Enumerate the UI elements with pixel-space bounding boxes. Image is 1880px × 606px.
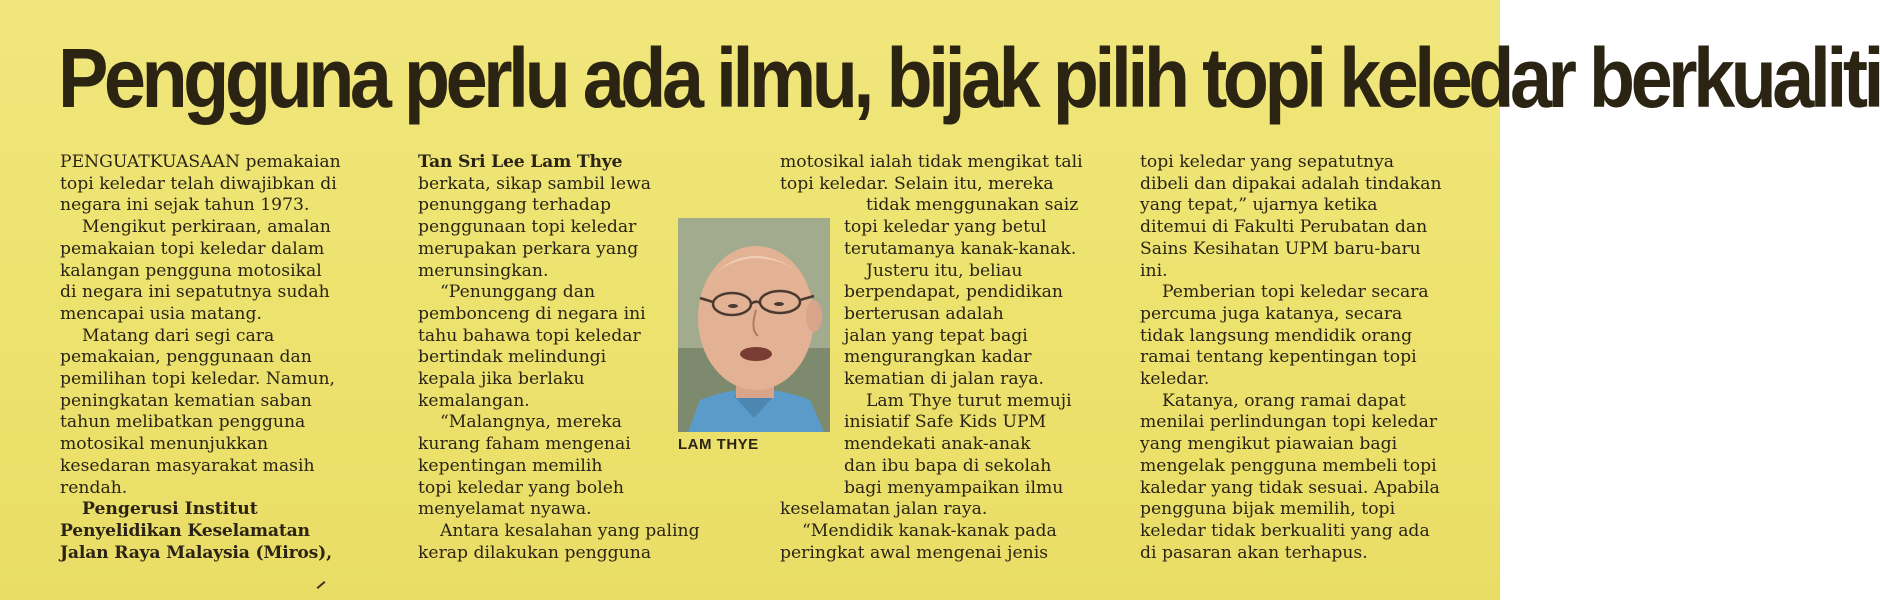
article-line: kematian di jalan raya. [844,369,1045,390]
article-line: dibeli dan dipakai adalah tindakan [1140,173,1442,194]
article-column-2 [418,152,700,564]
article-line: topi keledar yang boleh [418,477,624,498]
article-line: jalan yang tepat bagi [844,325,1028,346]
article-line: terutamanya kanak-kanak. [844,238,1077,259]
article-line: Pemberian topi keledar secara [1162,282,1429,303]
article-line: berpendapat, pendidikan [844,282,1063,303]
article-line: keselamatan jalan raya. [780,499,988,520]
article-line: pembonceng di negara ini [418,303,646,324]
article-line: mengelak pengguna membeli topi [1140,455,1437,476]
article-line: dan ibu bapa di sekolah [844,455,1052,476]
article-line: Lam Thye turut memuji [866,390,1072,411]
article-line: menyelamat nyawa. [418,499,592,520]
article-line: topi keledar telah diwajibkan di [60,173,337,194]
article-line: tahu bahawa topi keledar [418,325,641,346]
article-line: Matang dari segi cara [82,325,275,346]
article-column-3 [780,152,1120,564]
print-mark [317,581,326,589]
article-line: ramai tentang kepentingan topi [1140,347,1417,368]
article-line: peningkatan kematian saban [60,390,312,411]
article-line: berkata, sikap sambil lewa [418,173,652,194]
article-line: berterusan adalah [844,303,1004,324]
headline: Pengguna perlu ada ilmu, bijak pilih topi keledar berkualiti [58,31,1880,125]
article-line: ini. [1140,260,1168,281]
portrait-illustration [678,218,830,432]
article-line: bertindak melindungi [418,347,607,368]
article-line: tidak langsung mendidik orang [1140,325,1413,346]
article-line: topi keledar yang sepatutnya [1140,152,1395,172]
article-line: pengguna bijak memilih, topi [1140,499,1396,520]
article-line: kemalangan. [418,390,530,411]
article-line: tahun melibatkan pengguna [60,412,306,433]
article-line: merunsingkan. [418,260,549,281]
article-line: pemakaian topi keledar dalam [60,238,325,259]
article-line: penunggang terhadap [418,195,612,216]
article-line-bold: Jalan Raya Malaysia (Miros), [60,542,332,563]
article-column-4 [1140,152,1470,564]
article-line: “Penunggang dan [440,282,596,303]
article-line: Katanya, orang ramai dapat [1162,390,1406,411]
article-line: Antara kesalahan yang paling [440,520,700,541]
article-line: pemilihan topi keledar. Namun, [60,369,335,390]
article-line: motosikal menunjukkan [60,434,269,455]
article-line: mengurangkan kadar [844,347,1032,368]
article-line: di pasaran akan terhapus. [1140,542,1368,563]
article-line-bold: Pengerusi Institut [82,499,258,520]
article-line: keledar tidak berkualiti yang ada [1140,520,1430,541]
article-line: kaledar yang tidak sesuai. Apabila [1140,477,1440,498]
portrait-photo [678,218,830,432]
article-line: keledar. [1140,369,1210,390]
article-line: percuma juga katanya, secara [1140,303,1403,324]
article-line: yang mengikut piawaian bagi [1140,434,1398,455]
article-line: penggunaan topi keledar [418,217,637,238]
article-line: “Malangnya, mereka [440,412,622,433]
article-line: merupakan perkara yang [418,238,639,259]
article-line: kepala jika berlaku [418,369,585,390]
article-column-1 [60,152,390,564]
article-line: Mengikut perkiraan, amalan [82,217,331,238]
article-line: kepentingan memilih [418,455,603,476]
article-line: menilai perlindungan topi keledar [1140,412,1438,433]
article-line: motosikal ialah tidak mengikat tali [780,152,1083,172]
article-line-bold: Tan Sri Lee Lam Thye [418,152,623,172]
article-line: topi keledar yang betul [844,217,1047,238]
article-line: kesedaran masyarakat masih [60,455,315,476]
article-line: Justeru itu, beliau [866,260,1023,281]
photo-caption: LAM THYE [678,436,759,453]
article-line: Sains Kesihatan UPM baru-baru [1140,238,1421,259]
article-line: bagi menyampaikan ilmu [844,477,1064,498]
article-line: pemakaian, penggunaan dan [60,347,312,368]
article-line: negara ini sejak tahun 1973. [60,195,310,216]
article-line: topi keledar. Selain itu, mereka [780,173,1054,194]
article-line: peringkat awal mengenai jenis [780,542,1049,563]
article-line: mendekati anak-anak [844,434,1031,455]
article-line: tidak menggunakan saiz [866,195,1079,216]
article-line: mencapai usia matang. [60,303,262,324]
article-line: PENGUATKUASAAN pemakaian [60,152,341,172]
article-line: “Mendidik kanak-kanak pada [802,520,1057,541]
article-line: di negara ini sepatutnya sudah [60,282,330,303]
article-line: inisiatif Safe Kids UPM [844,412,1047,433]
article-line: kalangan pengguna motosikal [60,260,322,281]
article-line: yang tepat,” ujarnya ketika [1140,195,1378,216]
article-line-bold: Penyelidikan Keselamatan [60,520,310,541]
article-line: kurang faham mengenai [418,434,631,455]
article-line: kerap dilakukan pengguna [418,542,652,563]
article-line: rendah. [60,477,128,498]
article-line: ditemui di Fakulti Perubatan dan [1140,217,1428,238]
